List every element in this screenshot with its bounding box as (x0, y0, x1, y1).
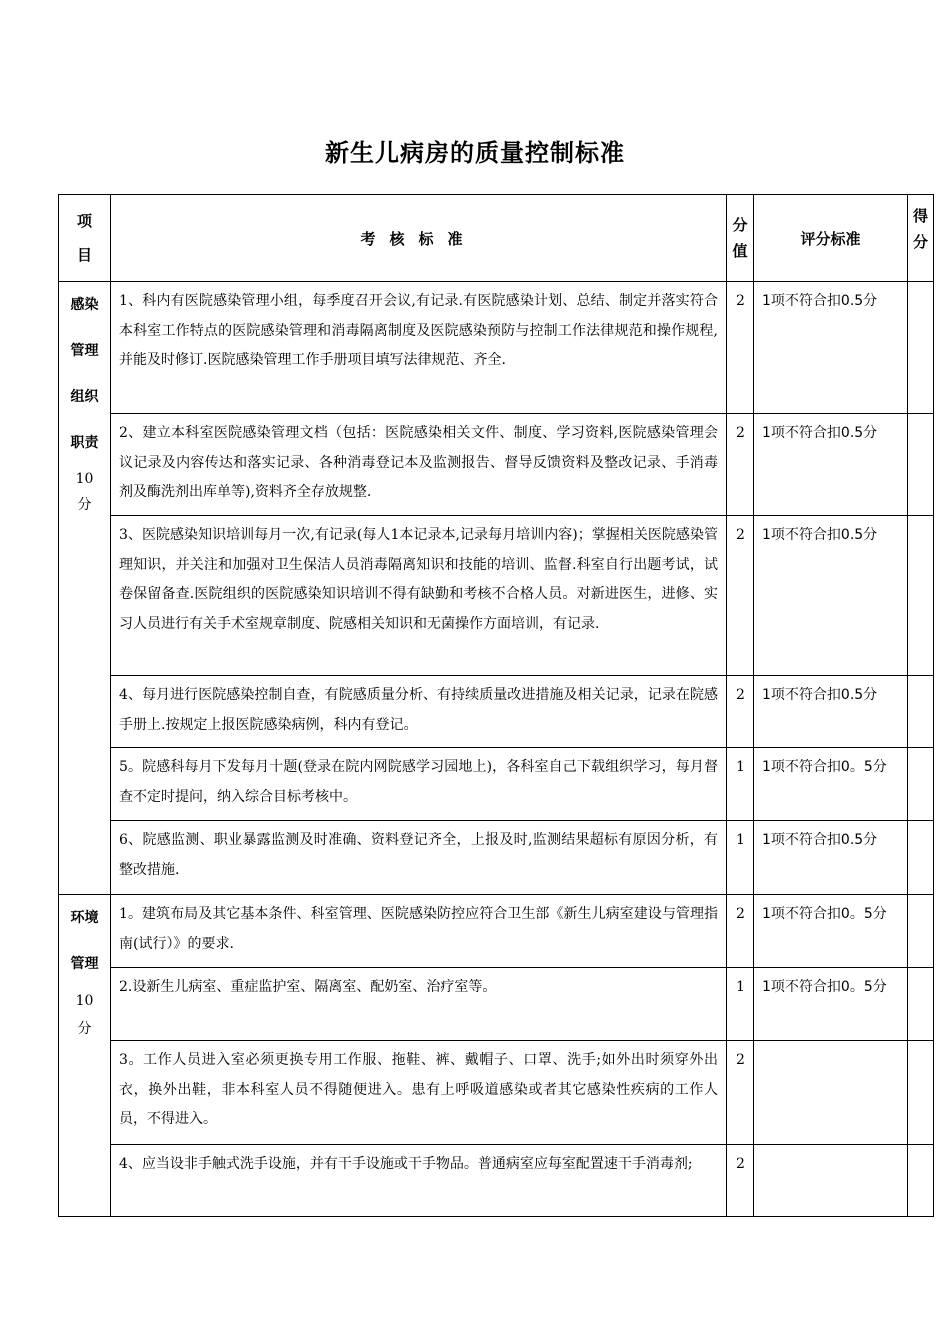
table-row (59, 414, 934, 516)
table-row (59, 516, 934, 676)
standard-text: 3。工作人员进入室必须更换专用工作服、拖鞋、裤、戴帽子、口罩、洗手;如外出时须穿外出衣，换外出鞋，非本科室人员不得随便进入。患有上呼吸道感染或者其它感染性疾病的工作人员，不得进入。 (111, 1041, 727, 1145)
score-value: 2 (727, 895, 754, 968)
eval-text: 1项不符合扣0。5分 (754, 748, 908, 821)
score-value: 2 (727, 1145, 754, 1217)
eval-text: 1项不符合扣0.5分 (754, 414, 908, 516)
header-eval: 评分标准 (754, 195, 908, 282)
eval-text: 1项不符合扣0.5分 (754, 282, 908, 414)
eval-text: 1项不符合扣0.5分 (754, 516, 908, 676)
got-cell[interactable] (908, 748, 934, 821)
table-row (59, 1145, 934, 1217)
got-cell[interactable] (908, 414, 934, 516)
table-row (59, 282, 934, 414)
table-row (59, 748, 934, 821)
header-standard: 考核标准 (111, 195, 727, 282)
got-cell[interactable] (908, 968, 934, 1041)
section-label-infection (59, 282, 111, 895)
header-item (59, 195, 111, 282)
table-row (59, 1041, 934, 1145)
score-value: 1 (727, 748, 754, 821)
header-score-line1: 分 (732, 216, 748, 234)
score-value: 1 (727, 968, 754, 1041)
header-got-line2: 分 (912, 233, 928, 251)
table-row (59, 821, 934, 895)
eval-text: 1项不符合扣0。5分 (754, 895, 908, 968)
header-got-line1: 得 (912, 207, 928, 225)
header-item-line2: 目 (76, 246, 92, 264)
got-cell[interactable] (908, 282, 934, 414)
score-value: 1 (727, 821, 754, 895)
standard-text: 2、建立本科室医院感染管理文档（包括：医院感染相关文件、制度、学习资料,医院感染管理会议记录及内容传达和落实记录、各种消毒登记本及监测报告、督导反馈资料及整改记录、手消毒剂及酶洗剂出库单等),资料齐全存放规整. (111, 414, 727, 516)
header-got (908, 195, 934, 282)
score-value: 2 (727, 282, 754, 414)
score-value: 2 (727, 516, 754, 676)
got-cell[interactable] (908, 1041, 934, 1145)
score-value: 2 (727, 1041, 754, 1145)
section-label-line: 管理 (70, 956, 99, 972)
quality-standard-table (58, 194, 934, 1217)
page-title: 新生儿病房的质量控制标准 (325, 139, 625, 167)
table-header-row (59, 195, 934, 282)
section-label-line: 环境 (70, 910, 99, 926)
eval-text (754, 1145, 908, 1217)
standard-text: 5。院感科每月下发每月十题(登录在院内网院感学习园地上)，各科室自己下载组织学习，每月督查不定时提问，纳入综合目标考核中。 (111, 748, 727, 821)
section-score-unit: 分 (77, 1021, 92, 1037)
standard-text: 4、每月进行医院感染控制自查，有院感质量分析、有持续质量改进措施及相关记录，记录在院感手册上.按规定上报医院感染病例，科内有登记。 (111, 676, 727, 748)
eval-text: 1项不符合扣0.5分 (754, 676, 908, 748)
section-score-value: 10 (75, 471, 94, 487)
score-value: 2 (727, 676, 754, 748)
section-label-environment (59, 895, 111, 1217)
standard-text: 3、医院感染知识培训每月一次,有记录(每人1本记录本,记录每月培训内容)；掌握相关医院感染管理知识，并关注和加强对卫生保洁人员消毒隔离知识和技能的培训、监督.科室自行出题考试，试卷保留备查.医院组织的医院感染知识培训不得有缺勤和考核不合格人员。对新进医生，进修、实习人员进行有关手术室规章制度、院感相关知识和无菌操作方面培训，有记录. (111, 516, 727, 676)
section-label-line: 管理 (70, 343, 99, 359)
got-cell[interactable] (908, 516, 934, 676)
eval-text: 1项不符合扣0.5分 (754, 821, 908, 895)
section-score-value: 10 (75, 993, 94, 1009)
section-label-line: 组织 (70, 389, 99, 405)
header-score (727, 195, 754, 282)
section-score-unit: 分 (77, 497, 92, 513)
section-label-line: 职责 (70, 435, 99, 451)
got-cell[interactable] (908, 1145, 934, 1217)
section-label-line: 感染 (70, 297, 99, 313)
eval-text (754, 1041, 908, 1145)
standard-text: 1、科内有医院感染管理小组，每季度召开会议,有记录.有医院感染计划、总结、制定并落实符合本科室工作特点的医院感染管理和消毒隔离制度及医院感染预防与控制工作法律规范和操作规程,并能及时修订.医院感染管理工作手册项目填写法律规范、齐全. (111, 282, 727, 414)
table-row (59, 895, 934, 968)
header-score-line2: 值 (732, 242, 748, 260)
score-value: 2 (727, 414, 754, 516)
table-row (59, 676, 934, 748)
eval-text: 1项不符合扣0。5分 (754, 968, 908, 1041)
table-row (59, 968, 934, 1041)
got-cell[interactable] (908, 821, 934, 895)
standard-text: 1。建筑布局及其它基本条件、科室管理、医院感染防控应符合卫生部《新生儿病室建设与管理指南(试行）》的要求. (111, 895, 727, 968)
got-cell[interactable] (908, 895, 934, 968)
standard-text: 2.设新生儿病室、重症监护室、隔离室、配奶室、治疗室等。 (111, 968, 727, 1041)
header-item-line1: 项 (76, 212, 92, 230)
got-cell[interactable] (908, 676, 934, 748)
standard-text: 4、应当设非手触式洗手设施，并有干手设施或干手物品。普通病室应每室配置速干手消毒剂; (111, 1145, 727, 1217)
standard-text: 6、院感监测、职业暴露监测及时准确、资料登记齐全，上报及时,监测结果超标有原因分析，有整改措施. (111, 821, 727, 895)
